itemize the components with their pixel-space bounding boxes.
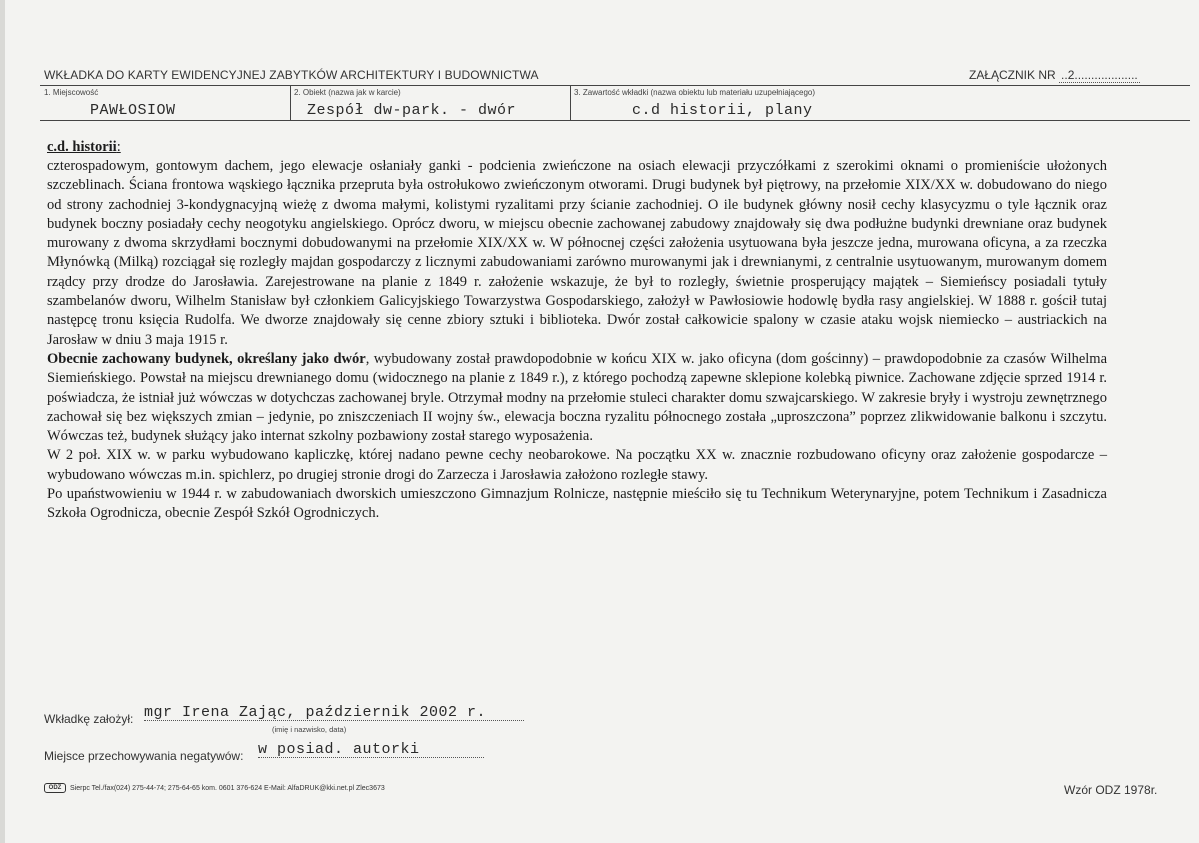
history-text (47, 157, 1107, 524)
column-divider-1 (290, 85, 291, 120)
section-heading-text: c.d. historii (47, 139, 117, 155)
storage-label: Miejsce przechowywania negatywów: (44, 749, 244, 763)
author-value: mgr Irena Zając, październik 2002 r. (144, 704, 524, 721)
annex-number (969, 68, 1140, 82)
form-title: WKŁADKA DO KARTY EWIDENCYJNEJ ZABYTKÓW ARCHITEKTURY I BUDOWNICTWA (44, 68, 539, 82)
printer-imprint (44, 783, 385, 793)
paragraph-2-bold-lead: Obecnie zachowany budynek, określany jako dwór (47, 350, 366, 367)
paragraph-2-text: , wybudowany został prawdopodobnie w końcu XIX w. jako oficyna (dom gościnny) – prawdopodobnie za czasów Wilhelma Siemieńskiego. Powstał na miejscu drewnianego domu (widocznego na planie z 1849 r.), z którego pochodzą zapewne sklepione kolebką piwnice. Zachowane zdjęcie sprzed 1914 r. poświadcza, że istniał już wówczas w dotychczas zachowanej bryle. Otrzymał modny na przełomie stuleci charakter domu szwajcarskiego. W zakresie bryły i wystroju zewnętrznego zachował się bez większych zmian – jedynie, po zniszczeniach II wojny św., elewacja boczna ryzalitu północnego została „uproszczona” poprzez zlikwidowanie balkonu i szczytu. Wówczas też, budynek służący jako internat szkolny pozbawiony został starego wyposażenia. (47, 350, 1108, 445)
field-object-value: Zespół dw-park. - dwór (307, 102, 517, 119)
header-rule-top (40, 85, 1190, 86)
author-label: Wkładkę założył: (44, 712, 134, 726)
paragraph-2 (47, 350, 1107, 446)
annex-number-value: ..2................... (1061, 68, 1138, 82)
storage-value: w posiad. autorki (258, 741, 484, 758)
printer-logo: ODZ (44, 783, 66, 793)
field-locality-label: 1. Miejscowość (44, 88, 99, 97)
paragraph-1: czterospadowym, gontowym dachem, jego elewacje osłaniały ganki - podcienia zwieńczone na osiach elewacji przyczółkami z szerokimi oknami o promieniście ułożonych szczeblinach. Ściana frontowa wąskiego łącznika przepruta była ostrołukowo zwieńczonym otworami. Drugi budynek był piętrowy, na przełomie XIX/XX w. dobudowano do niego od strony zachodniej 3-kondygnacyjną wieżę z dwoma małymi, kolistymi ryzalitami przy ścianie zachodniej. O ile budynek główny nosił cechy klasycyzmu o tyle łącznik oraz budynek boczny posiadały cechy neogotyku angielskiego. Oprócz dworu, w miejscu obecnie zachowanej zabudowy znajdowały się dwa podłużne budynki drewniane oraz budynek murowany z dwoma skrzydłami bocznymi dobudowanymi na przełomie XIX/XX w. W północnej części założenia usytuowana była jeszcze jedna, murowana oficyna, a za rzeczka Młynówką (Milką) rozciągał się rozległy majdan gospodarczy z licznymi zabudowaniami zarówno murowanymi jak i drewnianymi, z centralnie usytuowanym, murowanym domem rządcy przy drodze do Jarosławia. Zarejestrowane na planie z 1849 r. założenie wskazuje, że był to rozległy, świetnie prosperujący majątek – Siemieńscy posiadali tytuły szambelanów dworu, Wilhelm Stanisław był członkiem Galicyjskiego Towarzystwa Gospodarskiego, założył w Pawłosiowie hodowlę bydła rasy angielskiej. W 1888 r. gościł tutaj następcę tronu księcia Rudolfa. We dworze znajdowały się cenne zbiory sztuki i biblioteka. Dwór został całkowicie spalony w czasie ataku wojsk niemiecko – austriackich na Jarosław w dniu 3 maja 1915 r. (47, 158, 1107, 348)
annex-number-digit: 2 (1067, 68, 1075, 82)
field-locality-value: PAWŁOSIOW (90, 102, 176, 119)
field-content-label: 3. Zawartość wkładki (nazwa obiektu lub materiału uzupełniającego) (574, 88, 816, 97)
column-divider-2 (570, 85, 571, 120)
section-heading (47, 139, 121, 156)
section-heading-colon: : (116, 139, 121, 155)
field-object-label: 2. Obiekt (nazwa jak w karcie) (294, 88, 401, 97)
header-rule-bottom (40, 120, 1190, 121)
form-code: Wzór ODZ 1978r. (1064, 783, 1158, 797)
field-content-value: c.d historii, plany (632, 102, 813, 119)
paragraph-4: Po upaństwowieniu w 1944 r. w zabudowaniach dworskich umieszczono Gimnazjum Rolnicze, następnie mieściło się tu Technikum Weterynaryjne, potem Technikum i Zasadnicza Szkoła Ogrodnicza, obecnie Zespół Szkół Ogrodniczych. (47, 486, 1107, 522)
printer-text: Sierpc Tel./fax(024) 275-44-74; 275-64-65 kom. 0601 376-624 E-Mail: AlfaDRUK@kki.net.pl Zlec3673 (70, 784, 385, 792)
author-note: (imię i nazwisko, data) (272, 725, 347, 734)
scan-edge (0, 0, 5, 843)
paragraph-3: W 2 poł. XIX w. w parku wybudowano kapliczkę, której nadano pewne cechy neobarokowe. Na początku XX w. znacznie rozbudowano oficyny oraz założenie gospodarcze – wybudowano wówczas m.in. spichlerz, po drugiej stronie drogi do Zarzecza i Jarosławia założono rozległe stawy. (47, 447, 1107, 483)
annex-label: ZAŁĄCZNIK NR (969, 68, 1056, 82)
